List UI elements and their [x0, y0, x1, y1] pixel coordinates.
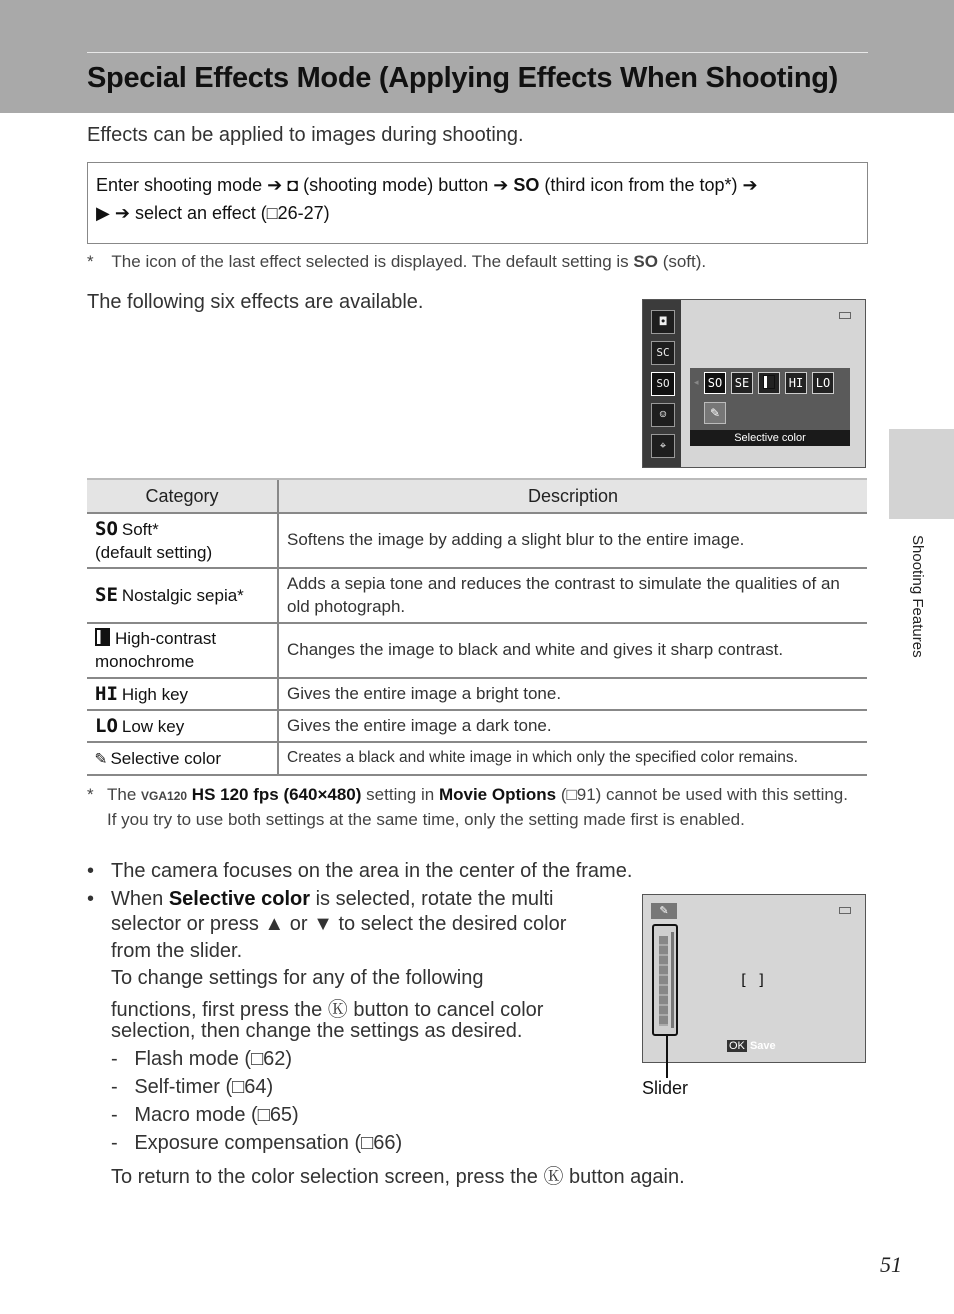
note-text: 91) cannot be used with this setting. If you try to use both settings at the same time, only the setting made first is enabled.: [107, 785, 848, 829]
footnote-text-end: (soft).: [662, 252, 707, 271]
line-text: or: [289, 913, 308, 935]
book-ref-icon: □: [361, 1132, 374, 1154]
description-cell: Gives the entire image a dark tone.: [278, 710, 867, 742]
table-row: [87, 513, 867, 568]
bullet-text-part: When: [111, 888, 164, 910]
sub-item-ref: 65): [269, 1104, 299, 1126]
category-label: Low key: [121, 716, 185, 736]
sub-item-label: Self-timer (: [134, 1076, 233, 1098]
scene-icon: SC: [651, 341, 675, 365]
bullet-text: The camera focuses on the area in the center of the frame.: [111, 860, 633, 882]
bullet-2-line-3: from the slider.: [111, 940, 243, 962]
battery-icon: [839, 312, 851, 319]
description-cell: Adds a sepia tone and reduces the contrast to simulate the qualities of an old photograph.: [278, 568, 867, 623]
category-label-2: (default setting): [95, 542, 213, 562]
camera-icon: ◘: [287, 175, 299, 195]
bullet-text: [111, 886, 553, 913]
category-label: High key: [121, 684, 189, 704]
effect-low-key-chip: LO: [812, 372, 834, 394]
line-text: functions, first press the: [111, 999, 323, 1021]
selective-color-icon: ✎: [95, 747, 107, 770]
book-ref-icon: □: [566, 785, 577, 804]
arrow-right-icon: ➔: [114, 203, 130, 223]
special-effects-icon: SO: [513, 175, 540, 195]
category-label: High-contrast: [115, 629, 217, 649]
high-contrast-icon: [763, 375, 775, 389]
header-category: Category: [87, 479, 278, 513]
bullet-2-line-2: [111, 913, 566, 936]
line-text: To return to the color selection screen, press the: [111, 1166, 538, 1188]
book-ref-icon: □: [266, 203, 278, 223]
sub-item-ref: 64): [244, 1076, 274, 1098]
sub-item-exposure: - Exposure compensation (□66): [111, 1132, 403, 1154]
book-ref-icon: □: [232, 1076, 245, 1098]
save-label: Save: [749, 1040, 776, 1052]
arrow-right-icon: ➔: [493, 175, 509, 195]
effect-panel: [690, 368, 850, 446]
footnote-star: *: [87, 252, 94, 271]
category-cell: [87, 623, 278, 678]
note-text: (: [560, 785, 567, 804]
slider-color-bar: [659, 936, 668, 1026]
return-instruction: [111, 1160, 685, 1189]
menu-icon-column: [643, 300, 681, 467]
line-text: to select the desired color: [338, 913, 567, 935]
triangle-down-icon: ▼: [313, 913, 333, 935]
special-effects-icon: SO: [651, 372, 675, 396]
category-cell: [87, 678, 278, 710]
camera-icon: ◘: [651, 310, 675, 334]
description-cell: Softens the image by adding a slight blur to the entire image.: [278, 513, 867, 568]
effect-high-key-chip: HI: [785, 372, 807, 394]
ok-button-icon: Ⓚ: [543, 1166, 564, 1188]
table-row: [87, 742, 867, 775]
ok-badge: OK: [729, 1040, 745, 1052]
effects-table: [87, 478, 867, 776]
table-row: [87, 623, 867, 678]
procedure-step-4: select an effect (: [134, 203, 267, 223]
sub-item-label: Flash mode (: [134, 1048, 252, 1070]
procedure-step-3: (third icon from the top*): [544, 175, 738, 195]
line-text: button again.: [569, 1166, 685, 1188]
category-label: Selective color: [110, 749, 222, 769]
menu-name: Movie Options: [438, 785, 557, 804]
effect-caption: Selective color: [690, 430, 850, 446]
table-row: [87, 678, 867, 710]
procedure-step-1: Enter shooting mode: [96, 175, 263, 195]
line-text: selector or press: [111, 913, 259, 935]
footnote-star: *: [87, 785, 94, 804]
page-title: Special Effects Mode (Applying Effects When Shooting): [87, 62, 839, 94]
section-tab: [889, 429, 954, 519]
intro-text: Effects can be applied to images during shooting.: [87, 124, 524, 146]
slider-callout: Slider: [642, 1078, 689, 1098]
line-text: button to cancel color: [353, 999, 544, 1021]
sub-item-flash: - Flash mode (□62): [111, 1048, 293, 1070]
bullet-text-part: is selected, rotate the multi: [315, 888, 554, 910]
procedure-line-2: [96, 203, 330, 224]
arrow-right-icon: ➔: [742, 175, 758, 195]
low-key-icon: LO: [95, 714, 118, 737]
section-tab-label: Shooting Features: [909, 535, 926, 658]
bullet-dot: •: [87, 860, 95, 882]
play-triangle-icon: ▶: [96, 203, 110, 223]
battery-icon: [839, 907, 851, 914]
sub-item-label: Exposure compensation (: [134, 1132, 362, 1154]
table-header-row: [87, 479, 867, 513]
selective-color-icon: ✎: [704, 402, 726, 424]
smart-portrait-icon: ☺: [651, 403, 675, 427]
triangle-up-icon: ▲: [264, 913, 285, 935]
effect-soft-chip: SO: [704, 372, 726, 394]
header-band: [0, 0, 954, 113]
selective-color-icon: ✎: [651, 903, 677, 919]
footnote-1: [87, 252, 706, 272]
sub-item-ref: 62): [263, 1048, 293, 1070]
procedure-box: [87, 162, 868, 244]
footnote-text: The icon of the last effect selected is displayed. The default setting is: [111, 252, 629, 271]
footnote-2-body: [107, 783, 862, 832]
category-cell: [87, 513, 278, 568]
ok-save-hint: [727, 1040, 776, 1052]
bullet-2-line-5: [111, 993, 543, 1022]
camera-menu-screen: [642, 299, 866, 468]
table-row: [87, 710, 867, 742]
category-label: Nostalgic sepia*: [121, 586, 244, 606]
header-description: Description: [278, 479, 867, 513]
sub-item-ref: 66): [373, 1132, 403, 1154]
category-cell: [87, 710, 278, 742]
selective-color-screen: [642, 894, 866, 1063]
procedure-step-2: (shooting mode) button: [303, 175, 489, 195]
sub-item-label: Macro mode (: [134, 1104, 258, 1126]
header-rule: [87, 52, 868, 53]
procedure-ref: 26-27): [277, 203, 330, 223]
slider-track: [671, 932, 674, 1028]
description-cell: Gives the entire image a bright tone.: [278, 678, 867, 710]
page-number: 51: [880, 1252, 902, 1277]
high-contrast-icon: [95, 628, 110, 646]
category-label: Soft*: [121, 520, 159, 540]
note-text: The: [107, 785, 137, 804]
movie-option-name: HS 120 fps (640×480): [191, 785, 362, 804]
category-cell: [87, 742, 278, 775]
subject-tracking-icon: ⌖: [651, 434, 675, 458]
category-cell: [87, 568, 278, 623]
book-ref-icon: □: [251, 1048, 264, 1070]
sepia-icon: SE: [95, 584, 118, 607]
soft-icon: SO: [633, 252, 658, 271]
description-cell: Creates a black and white image in which only the specified color remains.: [278, 742, 867, 775]
slider-leader-line: [666, 1036, 668, 1078]
table-row: [87, 568, 867, 623]
category-label-2: monochrome: [95, 651, 195, 671]
effects-intro: The following six effects are available.: [87, 291, 424, 313]
effect-sepia-chip: SE: [731, 372, 753, 394]
bullet-2-line-4: To change settings for any of the following: [111, 967, 484, 989]
book-ref-icon: □: [257, 1104, 270, 1126]
movie-vga120-icon: VGA120: [141, 789, 188, 803]
soft-icon: SO: [95, 518, 118, 541]
sub-item-macro: - Macro mode (□65): [111, 1104, 299, 1126]
bullet-2-line-6: selection, then change the settings as desired.: [111, 1020, 523, 1042]
description-cell: Changes the image to black and white and gives it sharp contrast.: [278, 623, 867, 678]
ok-button-icon: Ⓚ: [327, 999, 348, 1021]
effect-high-contrast-chip: [758, 372, 780, 394]
arrow-left-icon: ◂: [694, 378, 699, 388]
color-slider: [652, 924, 678, 1036]
sub-item-self-timer: - Self-timer (□64): [111, 1076, 274, 1098]
bullet-dot: •: [87, 888, 95, 910]
footnote-2: [87, 783, 862, 832]
arrow-right-icon: ➔: [267, 175, 283, 195]
bullet-bold: Selective color: [168, 888, 310, 910]
note-text: setting in: [366, 785, 435, 804]
focus-brackets: [ ]: [739, 971, 767, 989]
high-key-icon: HI: [95, 682, 118, 705]
procedure-line-1: [96, 175, 758, 196]
